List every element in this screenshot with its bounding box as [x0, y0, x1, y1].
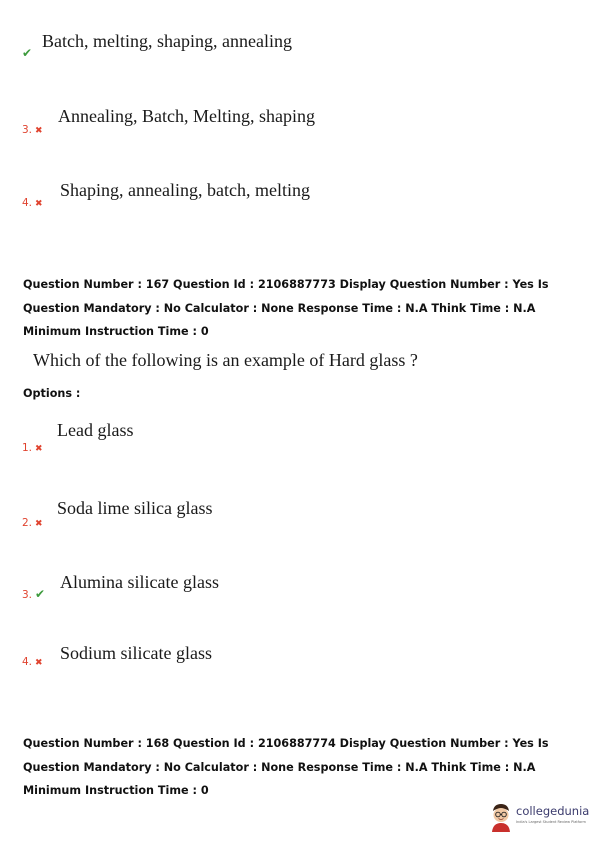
option-item	[0, 104, 595, 144]
cross-icon: ✖	[35, 658, 43, 668]
option-number: 3.	[22, 589, 33, 601]
collegedunia-logo	[488, 800, 588, 834]
option-text: Lead glass	[57, 420, 134, 440]
cross-icon: ✖	[35, 199, 43, 209]
option-item	[0, 420, 595, 460]
logo-tagline: India's Largest Student Review Platform	[516, 820, 586, 824]
cross-icon: ✖	[35, 444, 43, 454]
option-number: 1.	[22, 442, 33, 454]
question-text: Which of the following is an example of Hard glass ?	[33, 350, 418, 370]
cross-icon: ✖	[35, 519, 43, 529]
option-number: 2.	[22, 517, 33, 529]
option-item	[0, 497, 595, 537]
mascot-icon	[488, 802, 514, 832]
check-icon: ✔	[22, 46, 33, 60]
option-text: Soda lime silica glass	[57, 498, 213, 518]
option-text: Batch, melting, shaping, annealing	[42, 31, 292, 51]
check-icon: ✔	[35, 587, 46, 601]
option-item	[0, 180, 595, 220]
option-text: Shaping, annealing, batch, melting	[60, 180, 310, 200]
cross-icon: ✖	[35, 126, 43, 136]
option-number: 4.	[22, 656, 33, 668]
option-number: 4.	[22, 197, 33, 209]
option-item	[0, 642, 595, 682]
option-text: Annealing, Batch, Melting, shaping	[58, 106, 315, 126]
question-meta: Question Number : 168 Question Id : 2106887774 Display Question Number : Yes Is Question Mandatory : No Calculator : None Response Time : N.A Think Time : N.A Minimum Instruction Time : 0	[23, 737, 549, 797]
question-meta: Question Number : 167 Question Id : 2106887773 Display Question Number : Yes Is Question Mandatory : No Calculator : None Response Time : N.A Think Time : N.A Minimum Instruction Time : 0	[23, 278, 549, 338]
logo-name: collegedunia	[516, 804, 590, 818]
option-item	[0, 572, 595, 612]
option-text: Alumina silicate glass	[60, 572, 219, 592]
options-label: Options :	[23, 387, 81, 400]
option-text: Sodium silicate glass	[60, 643, 212, 663]
option-item	[0, 28, 595, 68]
option-number: 3.	[22, 124, 33, 136]
